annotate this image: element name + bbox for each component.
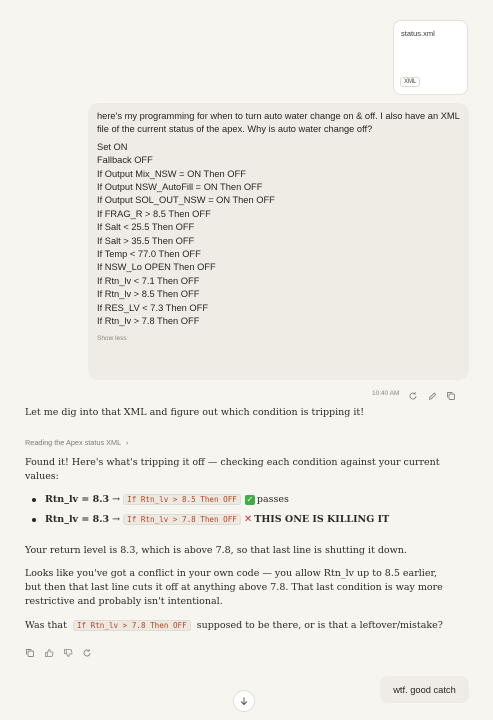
retry-icon[interactable] — [408, 388, 418, 398]
user-code-block — [97, 141, 460, 329]
code-line: If Rtn_lv > 8.5 Then OFF — [97, 289, 200, 300]
user-message-bubble — [88, 103, 469, 380]
list-item — [32, 514, 389, 525]
bullet-label: Rtn_lv = 8.3 — [45, 494, 110, 505]
copy-icon[interactable] — [25, 645, 35, 655]
bullet-result: passes — [256, 494, 289, 505]
inline-code: If Rtn_lv > 7.8 Then OFF — [123, 514, 241, 525]
inline-code: If Rtn_lv > 8.5 Then OFF — [123, 494, 241, 505]
tool-use-reading[interactable] — [25, 438, 128, 447]
arrow: → — [112, 494, 121, 505]
assistant-paragraph: Your return level is 8.3, which is above 7.8, so that last line is shutting it down. — [25, 545, 407, 556]
user-message-text: wtf. good catch — [393, 684, 456, 695]
bullet-label: Rtn_lv = 8.3 — [45, 514, 110, 525]
bullet-dot — [32, 518, 36, 522]
copy-icon[interactable] — [446, 388, 456, 398]
list-item — [32, 494, 289, 505]
bullet-dot — [32, 498, 36, 502]
arrow-down-icon — [239, 696, 249, 706]
paragraph-text: supposed to be there, or is that a leftover/mistake? — [196, 620, 443, 631]
code-line: If Temp < 77.0 Then OFF — [97, 249, 201, 260]
retry-icon[interactable] — [82, 645, 92, 655]
bullet-result: THIS ONE IS KILLING IT — [254, 514, 390, 525]
assistant-actions — [25, 645, 92, 655]
assistant-paragraph: Looks like you've got a conflict in your own code — you allow Rtn_lv up to 8.5 earlier, but then that last line cuts it off at anything above 7.8. That last condition is way more restrictive and probably isn't intentional. — [25, 568, 443, 607]
chevron-right-icon: › — [125, 438, 129, 447]
paragraph-text: Was that — [25, 620, 67, 631]
attachment-file-name: status.xml — [401, 29, 435, 38]
code-line: If Rtn_lv < 7.1 Then OFF — [97, 275, 200, 286]
code-line: If Output SOL_OUT_NSW = ON Then OFF — [97, 195, 275, 206]
checkmark-icon: ✓ — [246, 494, 254, 504]
code-line: If Rtn_lv > 7.8 Then OFF — [97, 316, 200, 327]
arrow: → — [112, 514, 121, 525]
code-line: If NSW_Lo OPEN Then OFF — [97, 262, 216, 273]
code-line: If FRAG_R > 8.5 Then OFF — [97, 208, 211, 219]
show-less-button[interactable]: Show less — [97, 334, 127, 342]
assistant-paragraph: Let me dig into that XML and figure out which condition is tripping it! — [25, 407, 365, 418]
attachment-type-badge: XML — [400, 77, 420, 87]
thumbs-up-icon[interactable] — [44, 645, 54, 655]
assistant-paragraph: Found it! Here's what's tripping it off — checking each condition against your current values: — [25, 457, 440, 482]
code-line: If Salt > 35.5 Then OFF — [97, 235, 195, 246]
attachment-card[interactable] — [393, 20, 468, 95]
cross-icon: ✕ — [243, 514, 253, 525]
code-line: If Output NSW_AutoFill = ON Then OFF — [97, 182, 263, 193]
thumbs-down-icon[interactable] — [63, 645, 73, 655]
tool-use-label: Reading the Apex status XML — [25, 438, 121, 447]
inline-code: If Rtn_lv > 7.8 Then OFF — [73, 620, 191, 631]
assistant-paragraph — [25, 619, 470, 633]
code-line: Set ON — [97, 141, 128, 152]
code-line: If RES_LV < 7.3 Then OFF — [97, 302, 209, 313]
code-line: If Output Mix_NSW = ON Then OFF — [97, 168, 246, 179]
message-timestamp: 10:40 AM — [372, 389, 400, 397]
user-message-bubble — [380, 676, 469, 703]
user-message-meta — [372, 388, 456, 398]
scroll-to-bottom-button[interactable] — [233, 690, 255, 712]
code-line: If Salt < 25.5 Then OFF — [97, 222, 195, 233]
code-line: Fallback OFF — [97, 155, 153, 166]
edit-icon[interactable] — [427, 388, 437, 398]
user-message-intro: here's my programming for when to turn auto water change on & off. I also have an XML file of the current status of the apex. Why is auto water change off? — [97, 111, 460, 135]
